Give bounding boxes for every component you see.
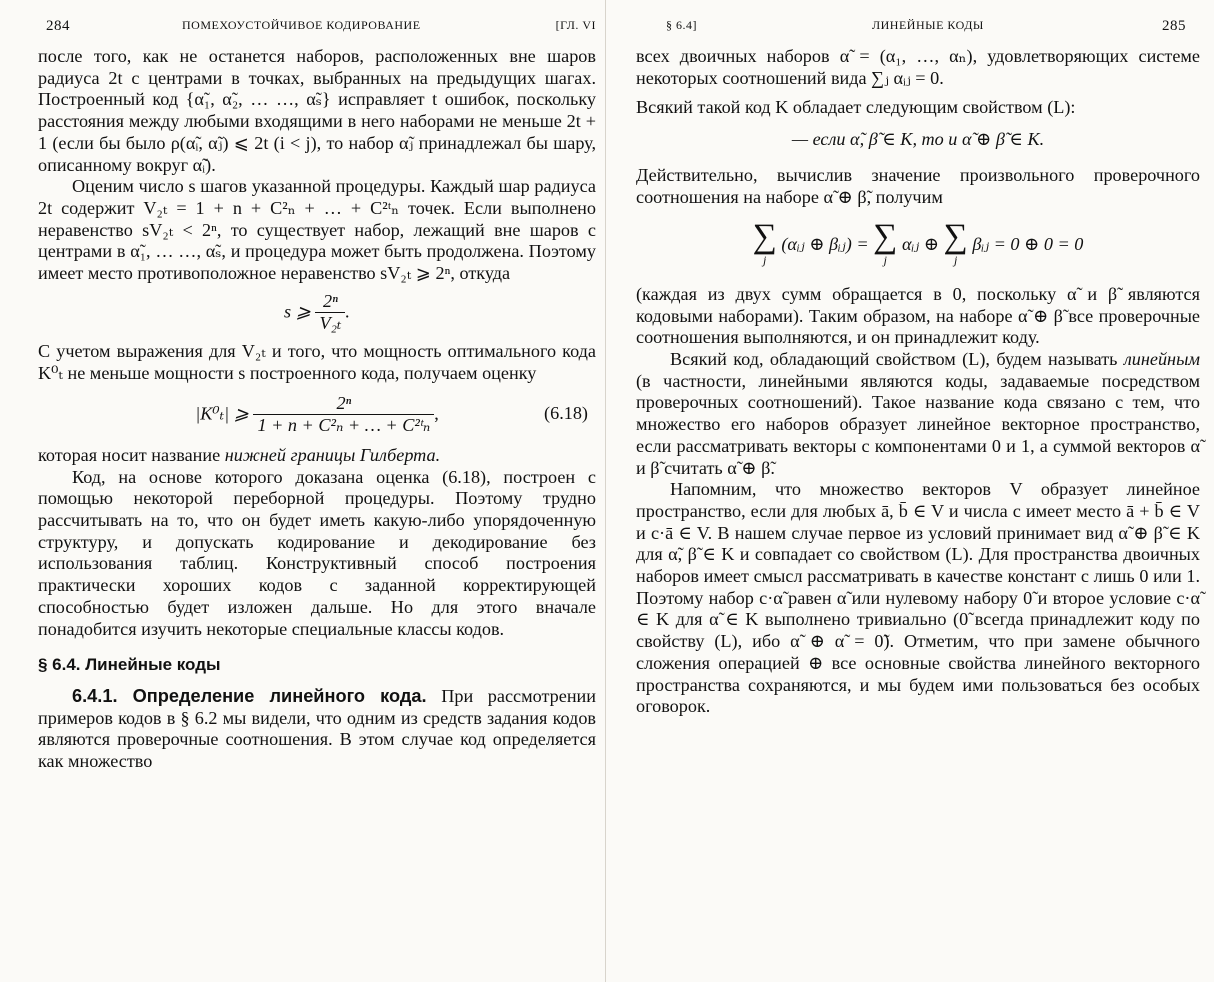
sum-2-index: j bbox=[883, 253, 887, 268]
left-para-2: Оценим число s шагов указанной процедуры. Каждый шар радиуса 2t содержит V₂ₜ = 1 + n + C²ₙ + … + C²ᵗₙ точек. Если выполнено неравенство sV₂ₜ < 2ⁿ, то существует набор, лежащий вне шаров с центрами в α̃₁, … …, α̃ₛ, и процедура может быть продолжена. Поэтому имеет место противоположное неравенство sV₂ₜ ⩾ 2ⁿ, откуда bbox=[38, 176, 596, 284]
right-para-5-end: (в частности, линейными являются коды, задаваемые посредством проверочных соотношений). Такое название кода связано с тем, что множество его наборов образует линейное векторное пространство, если рассматривать векторы с компонентами 0 и 1, а суммой векторов α̃ и β̃ считать α̃ ⊕ β̃. bbox=[636, 370, 1200, 478]
sum-1-index: j bbox=[763, 253, 767, 268]
formula-s-denominator: V₂ₜ bbox=[319, 313, 342, 334]
right-page bbox=[606, 0, 1214, 982]
left-running-title: ПОМЕХОУСТОЙЧИВОЕ КОДИРОВАНИЕ bbox=[182, 18, 421, 32]
formula-gilbert-tail: , bbox=[434, 402, 439, 423]
property-L-formula: — если α̃, β̃ ∈ K, то и α̃ ⊕ β̃ ∈ K. bbox=[791, 129, 1045, 150]
chapter-mark: [ГЛ. VI bbox=[555, 18, 596, 32]
formula-s-fraction bbox=[315, 291, 345, 335]
sum-3 bbox=[944, 220, 968, 272]
right-para-1: всех двоичных наборов α̃ = (α₁, …, αₙ), удовлетворяющих системе некоторых соотношений вида ∑ⱼ αᵢⱼ = 0. bbox=[636, 46, 1200, 88]
right-para-5 bbox=[636, 349, 1200, 479]
right-para-4: (каждая из двух сумм обращается в 0, поскольку α̃ и β̃ являются кодовыми наборами). Таким образом, на наборе α̃ ⊕ β̃ все проверочные соотношения выполняются, и он принадлежит коду. bbox=[636, 283, 1200, 348]
formula-gilbert-denominator: 1 + n + C²ₙ + … + C²ᵗₙ bbox=[257, 415, 431, 436]
sum-1 bbox=[753, 220, 777, 272]
formula-s-bound bbox=[38, 291, 596, 335]
sum-formula bbox=[636, 220, 1200, 272]
formula-s-lhs: s ⩾ bbox=[284, 301, 311, 322]
formula-gilbert-fraction bbox=[253, 393, 434, 437]
sum-sign-icon: ∑ bbox=[873, 218, 898, 256]
linear-term: линейным bbox=[1123, 349, 1200, 370]
left-body bbox=[38, 46, 596, 773]
left-para-3: С учетом выражения для V₂ₜ и того, что мощность оптимального кода K⁰ₜ не меньше мощности s построенного кода, получаем оценку bbox=[38, 341, 596, 383]
left-para-6-text: При рассмотрении примеров кодов в § 6.2 мы видели, что одним из средств задания кодов являются проверочные соотношения. В этом случае код определяется как множество bbox=[38, 685, 597, 772]
right-running-title: ЛИНЕЙНЫЕ КОДЫ bbox=[872, 18, 984, 32]
right-para-2: Всякий такой код K обладает следующим свойством (L): bbox=[636, 97, 1076, 118]
right-para-6: Напомним, что множество векторов V образует линейное пространство, если для любых ā, b̄ ∈ V и числа c имеет место ā + b̄ ∈ V и c·ā ∈ V. В нашем случае первое из условий принимает вид α̃ ⊕ β̃ ∈ K для α̃, β̃ ∈ K и совпадает со свойством (L). Для пространства двоичных наборов имеет смысл рассматривать в качестве констант c лишь 0 или 1. Поэтому набор c·α̃ равен α̃ или нулевому набору 0̃ и второе условие c·α̃ ∈ K для α̃ ∈ K выполнено тривиально (0̃ всегда принадлежит коду по свойству (L), ибо α̃ ⊕ α̃ = 0̃). Отметим, что при замене обычного сложения операцией ⊕ все основные свойства линейного векторного пространства сохраняются, и мы будем ими пользоваться без особых оговорок. bbox=[636, 479, 1200, 717]
formula-s-numerator: 2ⁿ bbox=[315, 291, 345, 314]
formula-s-tail: . bbox=[345, 301, 350, 322]
left-para-5: Код, на основе которого доказана оценка (6.18), построен с помощью некоторой переборной процедуры. Поэтому трудно рассчитывать на то, что он будет иметь какую-либо упорядоченную структуру, и допускать кодирование и декодирование без использования таблиц. Конструктивный способ построения практически хороших кодов с заданной корректирующей способностью будет изложен дальше. Но для этого вначале понадобится изучить некоторые специальные классы кодов. bbox=[38, 466, 596, 639]
sum-formula-part-1: (αᵢⱼ ⊕ βᵢⱼ) = bbox=[781, 234, 869, 255]
subsection-title: 6.4.1. Определение линейного кода. bbox=[72, 685, 427, 706]
left-para-4 bbox=[38, 445, 596, 467]
right-body bbox=[636, 46, 1200, 718]
formula-gilbert-lhs: |K⁰ₜ| ⩾ bbox=[195, 402, 249, 423]
sum-sign-icon: ∑ bbox=[752, 218, 777, 256]
gilbert-bound-term: нижней границы Гилберта. bbox=[224, 444, 441, 465]
formula-gilbert-numerator: 2ⁿ bbox=[253, 393, 434, 416]
left-running-head bbox=[38, 0, 596, 46]
formula-gilbert bbox=[38, 393, 596, 437]
sum-formula-part-3: βᵢⱼ = 0 ⊕ 0 = 0 bbox=[972, 234, 1084, 255]
sum-3-index: j bbox=[953, 253, 958, 268]
section-heading: § 6.4. Линейные коды bbox=[38, 655, 221, 675]
left-para-1: после того, как не останется наборов, расположенных вне шаров радиуса 2t с центрами в точках, выбранных на предыдущих шагах. Построенный код {α̃₁, α̃₂, … …, α̃ₛ} исправляет t ошибок, поскольку расстояния между любыми входящими в него наборами не меньше 2t + 1 (если бы было ρ(α̃ᵢ, α̃ⱼ) ⩽ 2t (i < j), то набор α̃ⱼ принадлежал бы шару, описанному вокруг α̃ᵢ). bbox=[38, 46, 596, 175]
equation-number: (6.18) bbox=[544, 402, 588, 423]
left-page bbox=[0, 0, 606, 982]
right-para-3: Действительно, вычислив значение произвольного проверочного соотношения на наборе α̃ ⊕ β̃, получим bbox=[636, 164, 1200, 207]
sum-2 bbox=[873, 220, 897, 272]
section-mark: § 6.4] bbox=[666, 18, 697, 32]
sum-formula-part-2: αᵢⱼ ⊕ bbox=[901, 234, 939, 255]
left-page-number: 284 bbox=[46, 18, 70, 34]
left-para-6 bbox=[38, 686, 596, 773]
left-para-4-start: которая носит название bbox=[38, 444, 221, 465]
right-page-number: 285 bbox=[1162, 18, 1186, 34]
sum-sign-icon: ∑ bbox=[943, 218, 968, 256]
right-para-5-start: Всякий код, обладающий свойством (L), будем называть bbox=[670, 349, 1118, 370]
right-running-head bbox=[636, 0, 1200, 46]
